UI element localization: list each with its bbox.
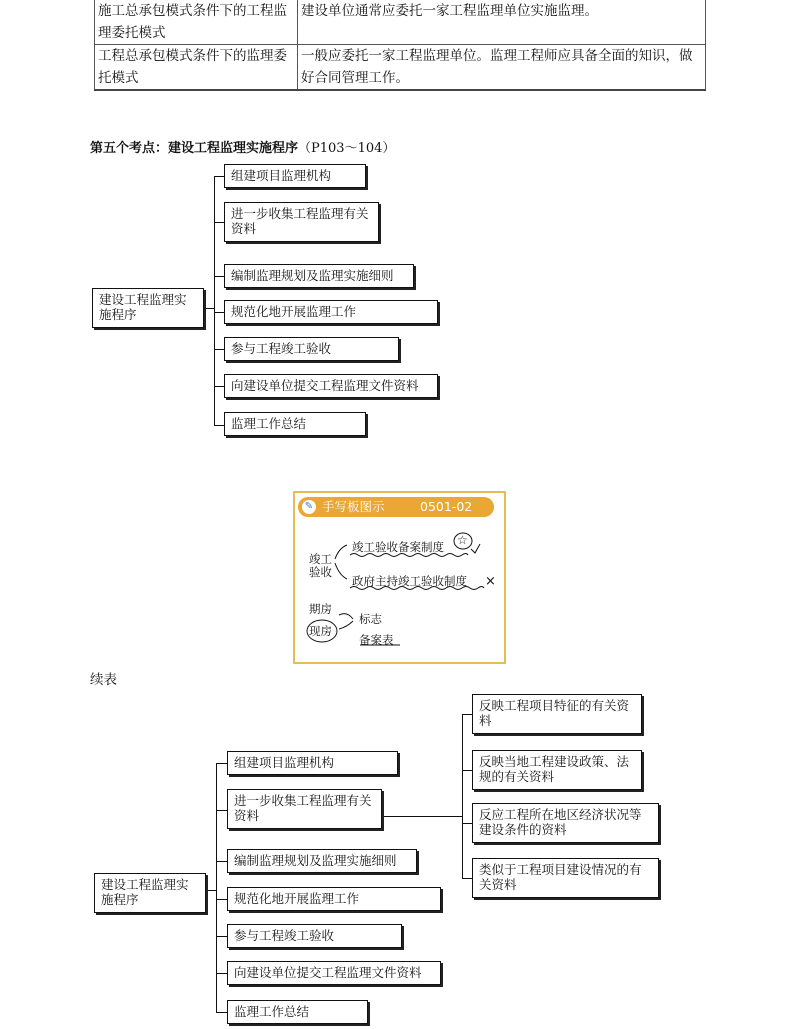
map-step: 组建项目监理机构 [227,751,398,775]
map-root: 建设工程监理实施程序 [94,873,206,913]
handwriting-title: 手写板图示 [322,499,385,514]
map-step: 向建设单位提交工程监理文件资料 [224,374,438,398]
hw-correct-item: 竣工验收备案制度 [352,540,444,554]
connector-line [214,276,224,277]
table-cell-desc: 建设单位通常应委托一家工程监理单位实施监理。 [298,0,706,45]
connector-line [462,770,472,771]
page-range: （P103～104） [298,141,396,156]
connector-line [214,176,224,177]
material-item: 反应工程所在地区经济状况等建设条件的资料 [472,803,659,843]
star-icon: ☆ [457,533,468,547]
connector-line [462,714,463,879]
continued-label: 续表 [90,672,117,688]
connector-line [216,936,227,937]
map-step: 组建项目监理机构 [224,164,366,188]
map-step: 参与工程竣工验收 [224,337,399,361]
connector-line [214,425,224,426]
map-step: 进一步收集工程监理有关资料 [227,789,382,829]
material-item: 类似于工程项目建设情况的有关资料 [472,858,659,898]
pen-icon: ✎ [302,500,316,514]
hw-result1: 标志 [359,612,382,626]
connector-line [216,763,217,1013]
supervision-mode-table [94,0,706,91]
connector-line [216,1012,227,1013]
section-title: 第五个考点：建设工程监理实施程序 [90,141,299,156]
map-step: 编制监理规划及监理实施细则 [227,849,417,873]
hw-result2: 备案表 [359,633,394,647]
connector-line [207,890,216,891]
map-step: 监理工作总结 [224,412,366,436]
hw-group1-label: 竣工验收 [309,552,332,579]
map-step: 规范化地开展监理工作 [227,887,441,911]
connector-line [216,763,227,764]
map-root: 建设工程监理实施程序 [92,288,204,328]
connector-line [462,714,472,715]
cross-mark-icon: × [485,574,496,589]
connector-line [214,386,224,387]
material-item: 反映当地工程建设政策、法规的有关资料 [472,750,642,790]
handwriting-panel [293,491,506,664]
map-step: 编制监理规划及监理实施细则 [224,264,414,288]
connector-line [214,349,224,350]
section-heading [90,137,395,156]
connector-line [382,816,462,817]
table-row [95,45,706,91]
table-row [95,0,706,45]
map-step: 向建设单位提交工程监理文件资料 [227,961,441,985]
connector-line [214,222,224,223]
connector-line [216,810,227,811]
map-step: 规范化地开展监理工作 [224,300,438,324]
hw-wrong-item: 政府主持竣工验收制度 [352,574,467,588]
connector-line [462,878,472,879]
map-step: 进一步收集工程监理有关资料 [224,202,379,242]
connector-line [214,176,215,426]
connector-line [216,861,227,862]
connector-line [205,308,214,309]
connector-line [216,973,227,974]
map-step: 参与工程竣工验收 [227,924,402,948]
connector-line [462,823,472,824]
connector-line [214,312,224,313]
hw-group2-top: 期房 [309,602,332,616]
map-step: 监理工作总结 [227,1000,368,1024]
table-cell-desc: 一般应委托一家工程监理单位。监理工程师应具备全面的知识，做好合同管理工作。 [298,45,706,91]
handwriting-code: 0501-02 [420,499,473,514]
hw-group2-circled: 现房 [309,624,332,638]
material-item: 反映工程项目特征的有关资料 [472,694,642,734]
connector-line [216,899,227,900]
table-cell-mode: 工程总承包模式条件下的监理委托模式 [95,45,298,91]
table-cell-mode: 施工总承包模式条件下的工程监理委托模式 [95,0,298,45]
